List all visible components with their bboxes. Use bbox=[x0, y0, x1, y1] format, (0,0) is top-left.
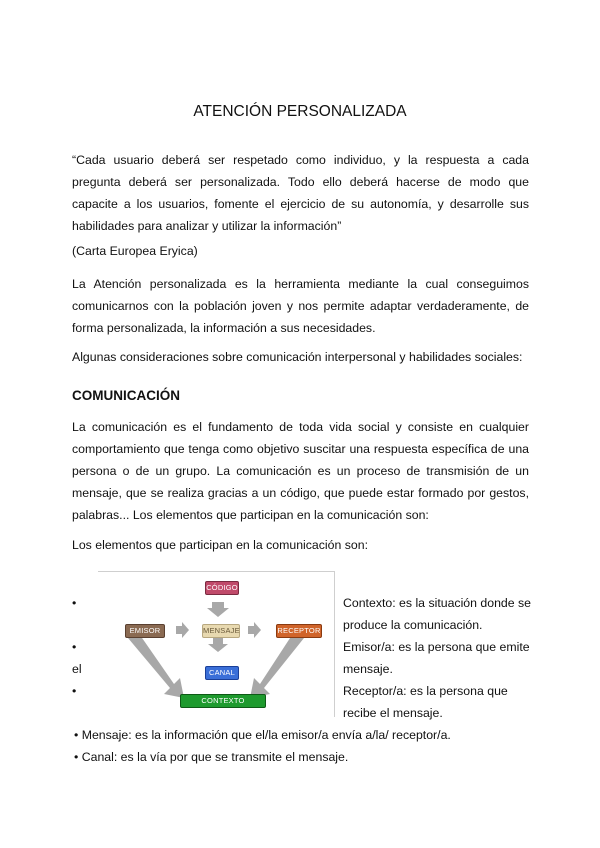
arrow-down-icon bbox=[207, 602, 229, 617]
diagram-canal-box: CANAL bbox=[205, 666, 239, 680]
receptor-definition: Receptor/a: es la persona que bbox=[343, 684, 508, 698]
diagram-contexto-box: CONTEXTO bbox=[180, 694, 266, 708]
arrow-right-icon bbox=[248, 622, 261, 638]
bullet-icon: • bbox=[72, 596, 77, 610]
arrow-right-icon bbox=[176, 622, 189, 638]
communication-diagram bbox=[98, 571, 335, 717]
diagram-codigo-box: CÓDIGO bbox=[205, 581, 239, 595]
considerations-text: Algunas consideraciones sobre comunicación interpersonal y habilidades sociales: bbox=[72, 350, 523, 364]
page-title: ATENCIÓN PERSONALIZADA bbox=[193, 103, 407, 120]
communication-paragraph: La comunicación es el fundamento de toda vida social y consiste en cualquier comportamiento que tenga como objetivo suscitar una respuesta específica de una persona o de un grupo. La comunicación es un proceso de transmisión de un mensaje, que se realiza gracias a un código, que puede estar formado por gestos, palabras... Los elementos que participan en la comunicación son: bbox=[72, 420, 529, 522]
diagram-mensaje-box: MENSAJE bbox=[202, 624, 240, 638]
section-heading: COMUNICACIÓN bbox=[72, 388, 180, 403]
intro-paragraph: La Atención personalizada es la herramienta mediante la cual conseguimos comunicarnos con la población joven y nos permite adaptar verdaderamente, de forma personalizada, la información a sus necesidades. bbox=[72, 277, 529, 335]
quote-source: (Carta Europea Eryica) bbox=[72, 244, 198, 258]
arrow-down-icon bbox=[208, 638, 228, 652]
contexto-definition: Contexto: es la situación donde se bbox=[343, 596, 531, 610]
quote-paragraph: “Cada usuario deberá ser respetado como individuo, y la respuesta a cada pregunta deberá ser personalizada. Todo ello deberá hacerse de modo que capacite a los usuarios, fomente el ejercicio de su autonomía, y desarrolle sus habilidades para analizar y utilizar la información” bbox=[72, 153, 529, 233]
mensaje-definition: • Mensaje: es la información que el/la emisor/a envía a/la/ receptor/a. bbox=[74, 728, 451, 742]
receptor-definition-cont: recibe el mensaje. bbox=[343, 706, 443, 720]
canal-definition: • Canal: es la vía por que se transmite el mensaje. bbox=[74, 750, 349, 764]
arrow-diagonal-icon bbox=[128, 635, 184, 698]
arrow-diagonal-icon bbox=[250, 635, 304, 698]
bullet-icon: • bbox=[72, 640, 77, 654]
diagram-emisor-box: EMISOR bbox=[125, 624, 165, 638]
bullet-icon: • bbox=[72, 684, 77, 698]
emisor-definition-cont: mensaje. bbox=[343, 662, 393, 676]
elements-intro: Los elementos que participan en la comunicación son: bbox=[72, 538, 368, 552]
emisor-definition: Emisor/a: es la persona que emite bbox=[343, 640, 530, 654]
contexto-definition-cont: produce la comunicación. bbox=[343, 618, 483, 632]
emisor-definition-left: el bbox=[72, 662, 82, 676]
diagram-receptor-box: RECEPTOR bbox=[276, 624, 322, 638]
